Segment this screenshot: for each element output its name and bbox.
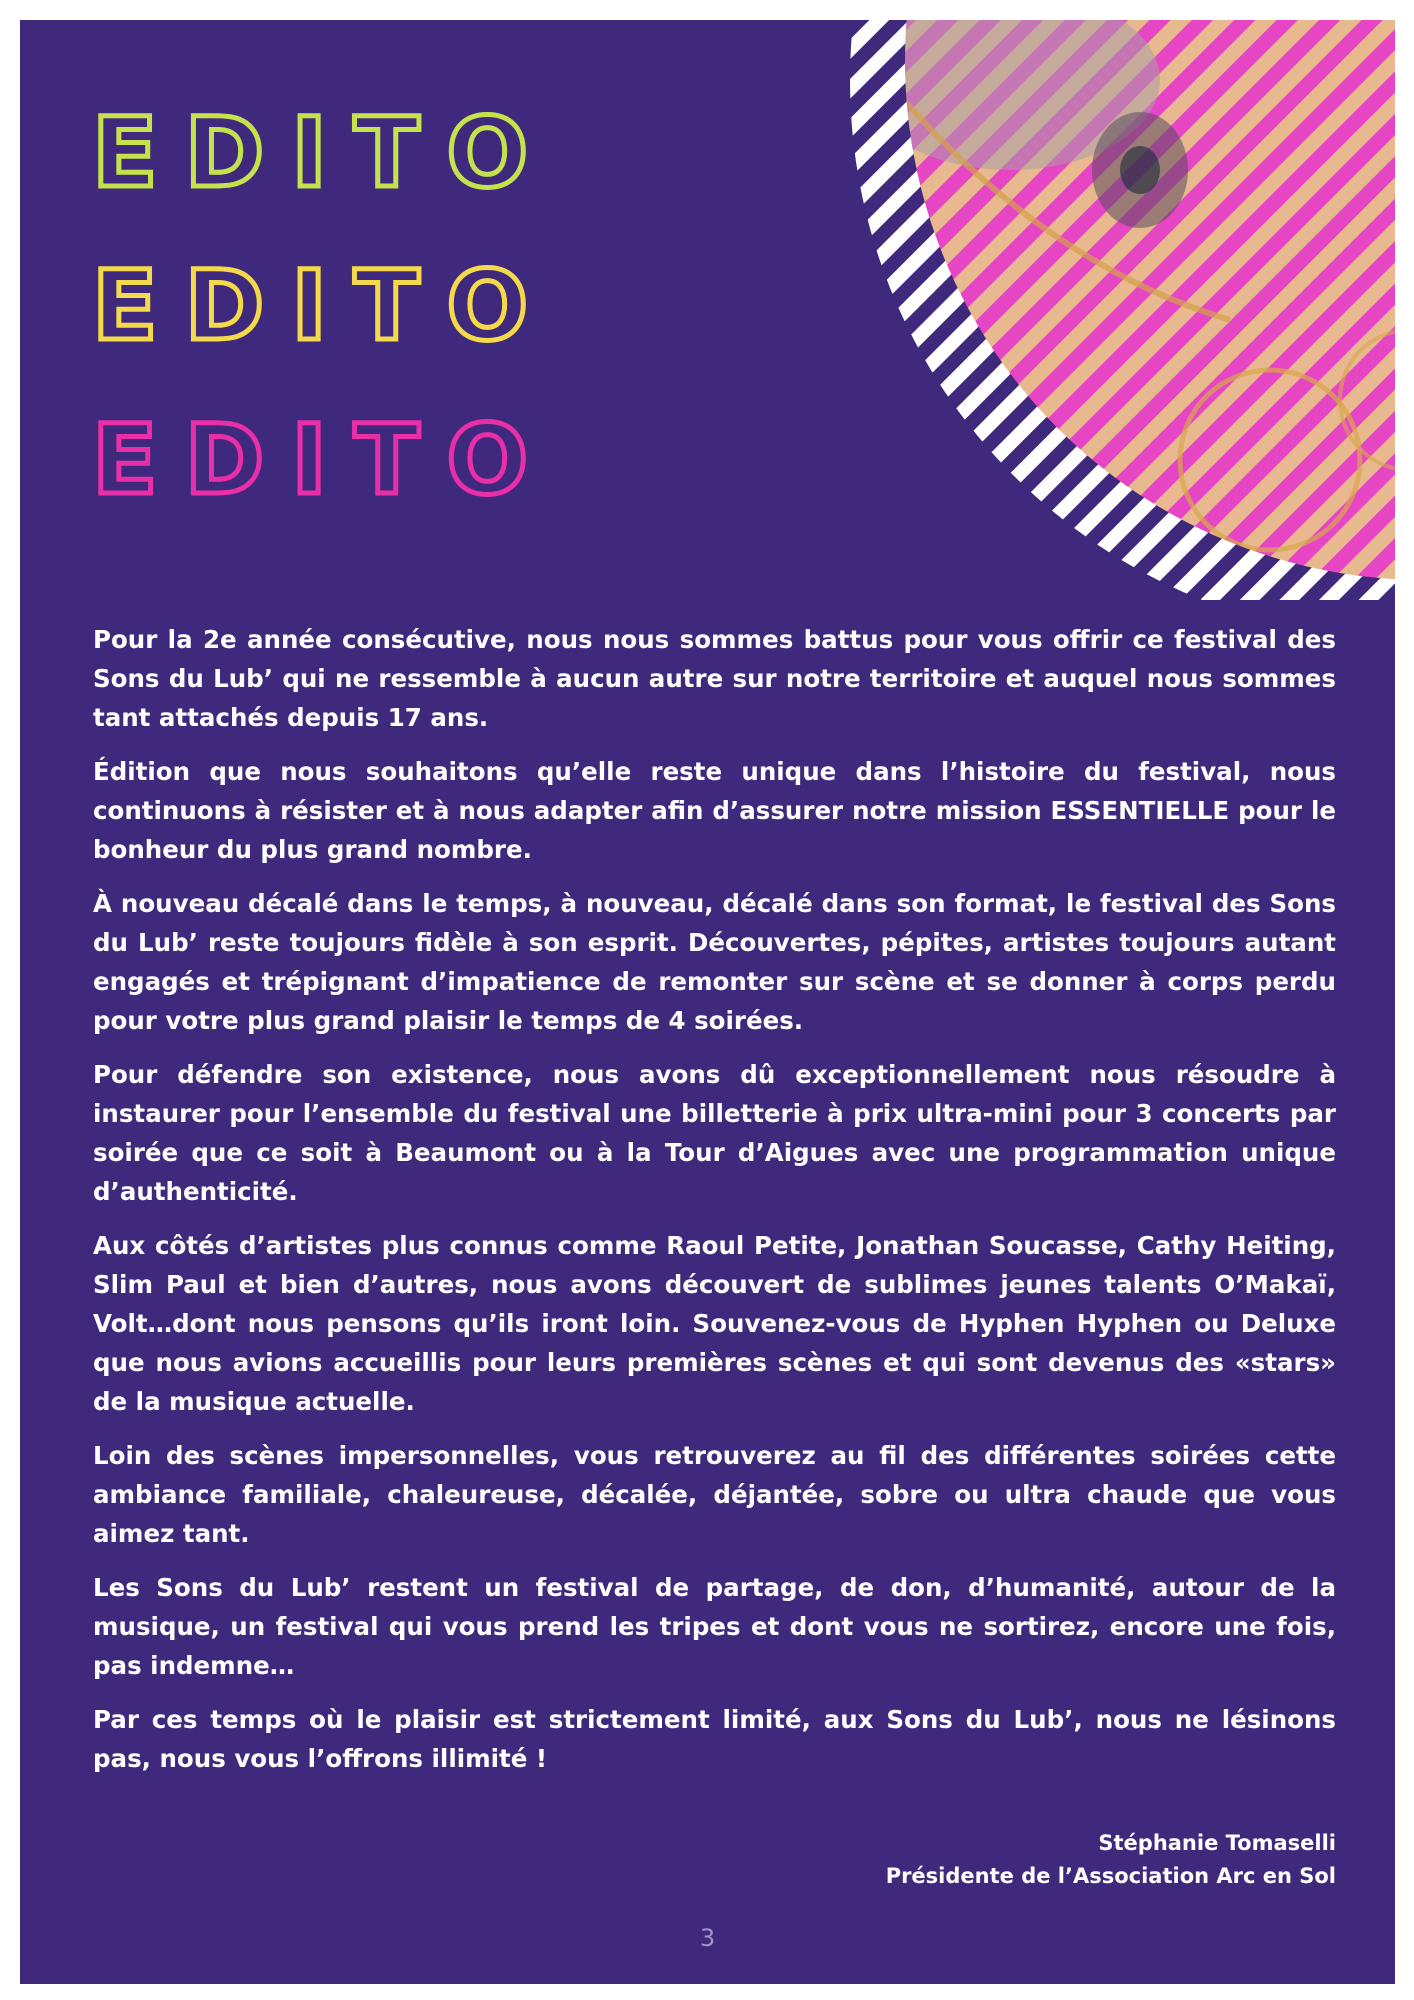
paragraph-3: À nouveau décalé dans le temps, à nouveau, décalé dans son format, le festival des Sons du Lub’ reste toujours fidèle à son esprit. Découvertes, pépites, artistes toujours autant engagés et trépignant d’impatience de remonter sur scène et se donner à corps perdu pour votre plus grand plaisir le temps de 4 soirées. [93, 889, 1336, 1035]
signature-name: Stéphanie Tomaselli [1098, 1831, 1336, 1855]
paragraph-8: Par ces temps où le plaisir est strictement limité, aux Sons du Lub’, nous ne lésinons pas, nous vous l’offrons illimité ! [93, 1705, 1336, 1773]
signature-block [886, 1827, 1336, 1893]
paragraph-6: Loin des scènes impersonnelles, vous retrouverez au fil des différentes soirées cette ambiance familiale, chaleureuse, décalée, déjantée, sobre ou ultra chaude que vous aimez tant. [93, 1441, 1336, 1548]
paragraph-7: Les Sons du Lub’ restent un festival de partage, de don, d’humanité, autour de la musique, un festival qui vous prend les tripes et dont vous ne sortirez, encore une fois, pas indemne… [93, 1573, 1336, 1680]
paragraph-4: Pour défendre son existence, nous avons dû exceptionnellement nous résoudre à instaurer pour l’ensemble du festival une billetterie à prix ultra-mini pour 3 concerts par soirée que ce soit à Beaumont ou à la Tour d’Aigues avec une programmation unique d’authenticité. [93, 1060, 1336, 1206]
paragraph-5: Aux côtés d’artistes plus connus comme Raoul Petite, Jonathan Soucasse, Cathy Heiting, Slim Paul et bien d’autres, nous avons découvert de sublimes jeunes talents O’Makaï, Volt…dont nous pensons qu’ils iront loin. Souvenez-vous de Hyphen Hyphen ou Deluxe que nous avions accueillis pour leurs premières scènes et qui sont devenus des «stars» de la musique actuelle. [93, 1231, 1336, 1416]
page-number: 3 [699, 1924, 716, 1952]
title-edito-green: EDITO [92, 97, 556, 209]
signature-role: Présidente de l’Association Arc en Sol [885, 1864, 1336, 1888]
paragraph-1: Pour la 2e année consécutive, nous nous sommes battus pour vous offrir ce festival des Sons du Lub’ qui ne ressemble à aucun autre sur notre territoire et auquel nous sommes tant attachés depuis 17 ans. [93, 625, 1336, 732]
edito-page [20, 20, 1395, 1984]
edito-body [93, 620, 1336, 1793]
striped-circle-decoration [810, 20, 1395, 600]
paragraph-2: Édition que nous souhaitons qu’elle reste unique dans l’histoire du festival, nous continuons à résister et à nous adapter afin d’assurer notre mission ESSENTIELLE pour le bonheur du plus grand nombre. [93, 757, 1336, 864]
title-edito-pink: EDITO [92, 404, 556, 516]
title-edito-yellow: EDITO [92, 250, 556, 362]
